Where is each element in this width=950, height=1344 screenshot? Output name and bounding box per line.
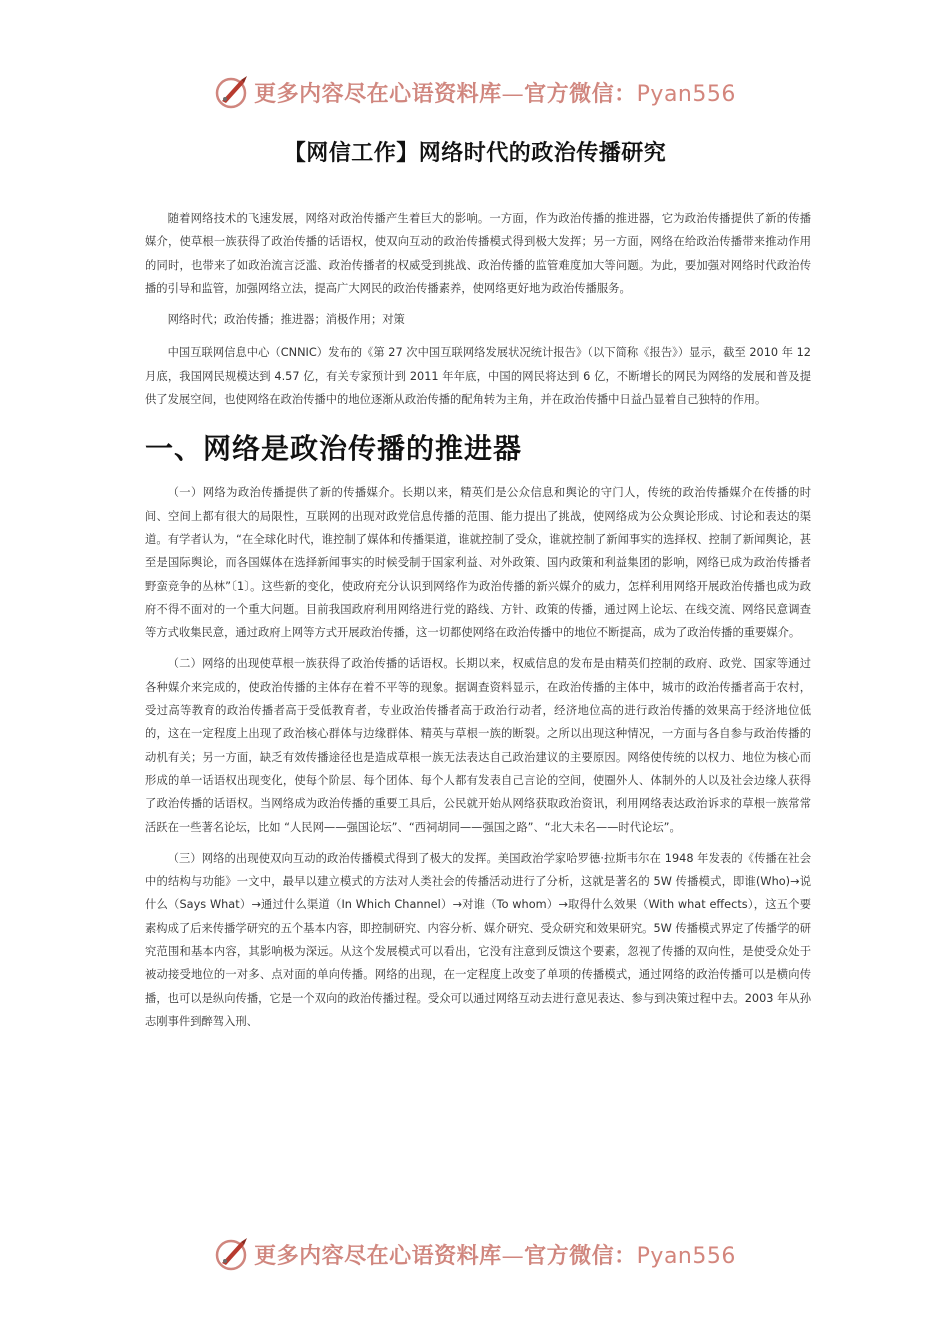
section-paragraph-2: （二）网络的出现使草根一族获得了政治传播的话语权。长期以来，权威信息的发布是由精英们控制的政府、政党、国家等通过各种媒介来完成的，使政治传播的主体存在着不平等的现象。据调查资料显示，在政治传播的主体中，城市的政治传播者高于农村，受过高等教育的政治传播者高于受低教育者，专业政治传播者高于政治行动者，经济地位高的进行政治传播的效果高于经济地位低的，这在一定程度上出现了政治核心群体与边缘群体、精英与草根一族的断裂。之所以出现这种情况，一方面与各自参与政治传播的动机有关；另一方面，缺乏有效传播途径也是造成草根一族无法表达自己政治建议的主要原因。网络使传统的以权力、地位为核心而形成的单一话语权出现变化，使每个阶层、每个团体、每个人都有发表自己言论的空间，使圈外人、体制外的人以及社会边缘人获得了政治传播的话语权。当网络成为政治传播的重要工具后，公民就开始从网络获取政治资讯，利用网络表达政治诉求的草根一族常常活跃在一些著名论坛，比如 “人民网——强国论坛”、“西祠胡同——强国之路”、“北大未名——时代论坛”。 xyxy=(145,657,811,834)
banner-site-name: 更多内容尽在心语资料库 xyxy=(254,1242,502,1269)
banner-text xyxy=(254,77,736,108)
intro-paragraph: 中国互联网信息中心（CNNIC）发布的《第 27 次中国互联网络发展状况统计报告》（以下简称《报告》）显示，截至 2010 年 12 月底，我国网民规模达到 4.57 亿，有关专家预计到 2011 年年底，中国的网民将达到 6 亿，不断增长的网民为网络的发展和普及提供了发展空间，也使网络在政治传播中的地位逐渐从政治传播的配角转为主角，并在政治传播中日益凸显着自己独特的作用。 xyxy=(145,346,811,407)
document-body xyxy=(145,207,811,1041)
document-title: 【网信工作】网络时代的政治传播研究 xyxy=(283,141,667,166)
quill-pen-logo-icon xyxy=(214,1236,250,1272)
banner-text xyxy=(254,1239,736,1270)
header-banner xyxy=(0,72,950,112)
abstract-paragraph: 随着网络技术的飞速发展，网络对政治传播产生着巨大的影响。一方面，作为政治传播的推进器，它为政治传播提供了新的传播媒介，使草根一族获得了政治传播的话语权，使双向互动的政治传播模式得到极大发挥；另一方面，网络在给政治传播带来推动作用的同时，也带来了如政治流言泛滥、政治传播者的权威受到挑战、政治传播的监管难度加大等问题。为此，要加强对网络时代政治传播的引导和监管，加强网络立法，提高广大网民的政治传播素养，使网络更好地为政治传播服务。 xyxy=(145,212,811,295)
section-heading: 一、网络是政治传播的推进器 xyxy=(145,432,523,466)
banner-site-name: 更多内容尽在心语资料库 xyxy=(254,80,502,107)
keywords-paragraph: 网络时代；政治传播；推进器；消极作用；对策 xyxy=(167,313,405,327)
banner-label: 官方微信： xyxy=(524,1242,637,1269)
section-paragraph-1: （一）网络为政治传播提供了新的传播媒介。长期以来，精英们是公众信息和舆论的守门人，传统的政治传播媒介在传播的时间、空间上都有很大的局限性，互联网的出现对政党信息传播的范围、能力提出了挑战，使网络成为公众舆论形成、讨论和表达的渠道。有学者认为，“在全球化时代，谁控制了媒体和传播渠道，谁就控制了受众，谁就控制了新闻事实的选择权、控制了新闻舆论，甚至是国际舆论，而各国媒体在选择新闻事实的时候受制于国家利益、对外政策、国内政策和利益集团的影响，网络已成为政治传播者野蛮竞争的丛林”〔1〕。这些新的变化，使政府充分认识到网络作为政治传播的新兴媒介的威力，怎样利用网络开展政治传播也成为政府不得不面对的一个重大问题。目前我国政府利用网络进行党的路线、方针、政策的传播，通过网上论坛、在线交流、网络民意调查等方式收集民意，通过政府上网等方式开展政治传播，这一切都使网络在政治传播中的地位不断提高，成为了政治传播的重要媒介。 xyxy=(145,486,811,640)
banner-wechat-id: Pyan556 xyxy=(636,1243,736,1269)
section-paragraph-3: （三）网络的出现使双向互动的政治传播模式得到了极大的发挥。美国政治学家哈罗德·拉斯韦尔在 1948 年发表的《传播在社会中的结构与功能》一文中，最早以建立模式的方法对人类社会的传播活动进行了分析，这就是著名的 5W 传播模式，即谁(Who)→说什么（Says What）→通过什么渠道（In Which Channel）→对谁（To whom）→取得什么效果（With what effects），这五个要素构成了后来传播学研究的五个基本内容，即控制研究、内容分析、媒介研究、受众研究和效果研究。5W 传播模式界定了传播学的研究范围和基本内容，其影响极为深远。从这个发展模式可以看出，它没有注意到反馈这个要素，忽视了传播的双向性，是使受众处于被动接受地位的一对多、点对面的单向传播。网络的出现，在一定程度上改变了单项的传播模式，通过网络的政治传播可以是横向传播，也可以是纵向传播，它是一个双向的政治传播过程。受众可以通过网络互动去进行意见表达、参与到决策过程中去。2003 年从孙志刚事件到醉驾入刑、 xyxy=(145,851,811,1028)
quill-pen-logo-icon xyxy=(214,74,250,110)
banner-separator: — xyxy=(501,81,525,107)
footer-banner xyxy=(0,1234,950,1274)
banner-separator: — xyxy=(501,1243,525,1269)
banner-wechat-id: Pyan556 xyxy=(636,81,736,107)
banner-label: 官方微信： xyxy=(524,80,637,107)
